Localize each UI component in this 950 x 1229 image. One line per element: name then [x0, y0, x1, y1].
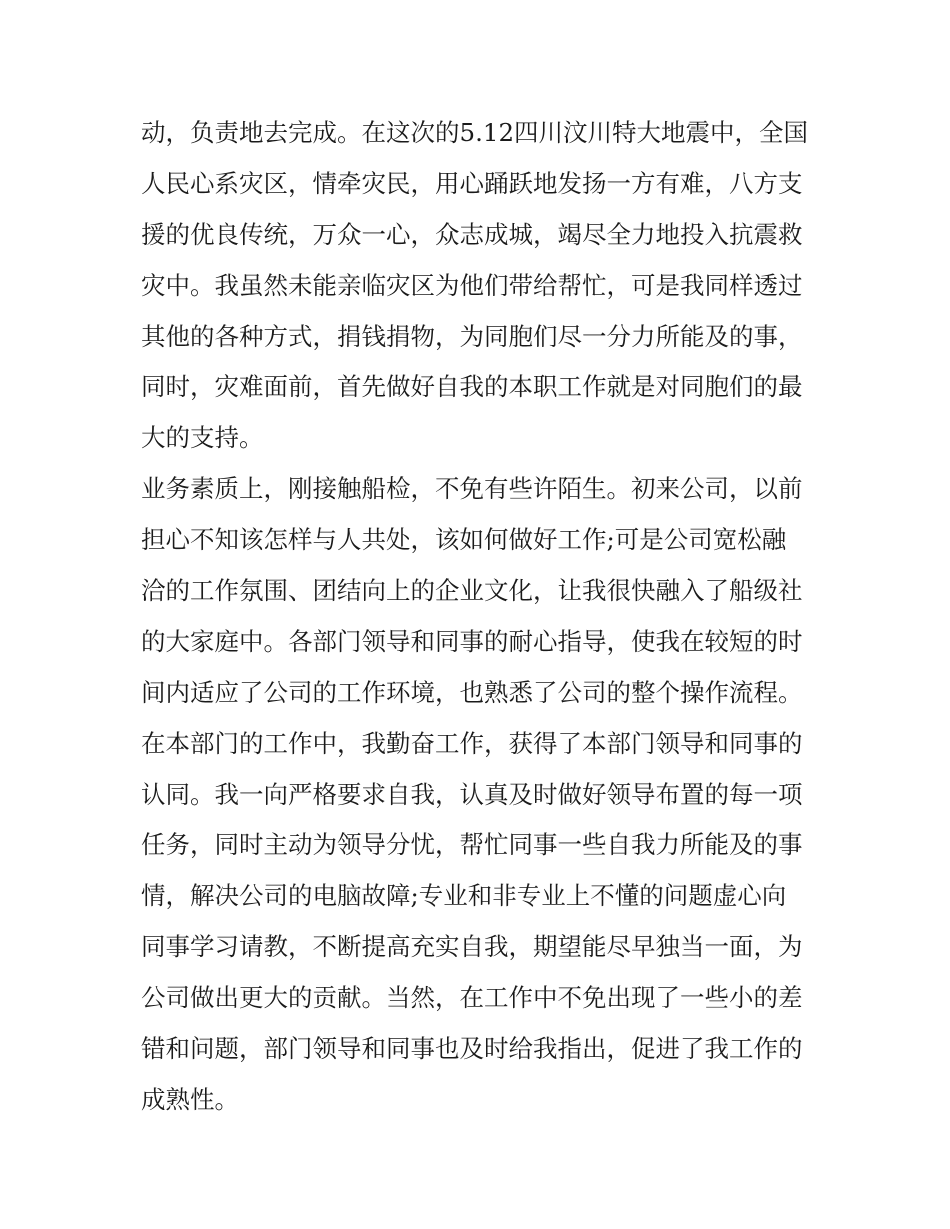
- text-line-13: 在本部门的工作中，我勤奋工作，获得了本部门领导和同事的: [141, 728, 803, 758]
- text-line-10: 洽的工作氛围、团结向上的企业文化，让我很快融入了船级社: [141, 576, 803, 606]
- text-line-16: 情，解决公司的电脑故障;专业和非专业上不懂的问题虚心向: [141, 881, 787, 911]
- body-text: [141, 108, 821, 1126]
- text-line-17: 同事学习请教，不断提高充实自我，期望能尽早独当一面，为: [141, 932, 803, 962]
- text-line-12: 间内适应了公司的工作环境，也熟悉了公司的整个操作流程。: [141, 677, 803, 707]
- text-line-14: 认同。我一向严格要求自我，认真及时做好领导布置的每一项: [141, 779, 803, 809]
- text-line-4: 灾中。我虽然未能亲临灾区为他们带给帮忙，可是我同样透过: [141, 270, 803, 300]
- text-line-8: 业务素质上，刚接触船检，不免有些许陌生。初来公司，以前: [141, 474, 803, 504]
- text-line-11: 的大家庭中。各部门领导和同事的耐心指导，使我在较短的时: [141, 626, 803, 656]
- text-line-3: 援的优良传统，万众一心，众志成城，竭尽全力地投入抗震救: [141, 219, 803, 249]
- text-line-18: 公司做出更大的贡献。当然，在工作中不免出现了一些小的差: [141, 983, 803, 1013]
- text-line-9: 担心不知该怎样与人共处，该如何做好工作;可是公司宽松融: [141, 525, 787, 555]
- text-line-20: 成熟性。: [141, 1084, 239, 1114]
- text-line-5: 其他的各种方式，捐钱捐物，为同胞们尽一分力所能及的事，: [141, 321, 803, 351]
- text-line-2: 人民心系灾区，情牵灾民，用心踊跃地发扬一方有难，八方支: [141, 168, 803, 198]
- text-line-1: 动，负责地去完成。在这次的5.12四川汶川特大地震中，全国: [141, 118, 809, 147]
- text-line-6: 同时，灾难面前，首先做好自我的本职工作就是对同胞们的最: [141, 372, 803, 402]
- text-line-7: 大的支持。: [141, 423, 264, 453]
- text-line-19: 错和问题，部门领导和同事也及时给我指出，促进了我工作的: [141, 1034, 803, 1064]
- text-line-15: 任务，同时主动为领导分忧，帮忙同事一些自我力所能及的事: [141, 830, 803, 860]
